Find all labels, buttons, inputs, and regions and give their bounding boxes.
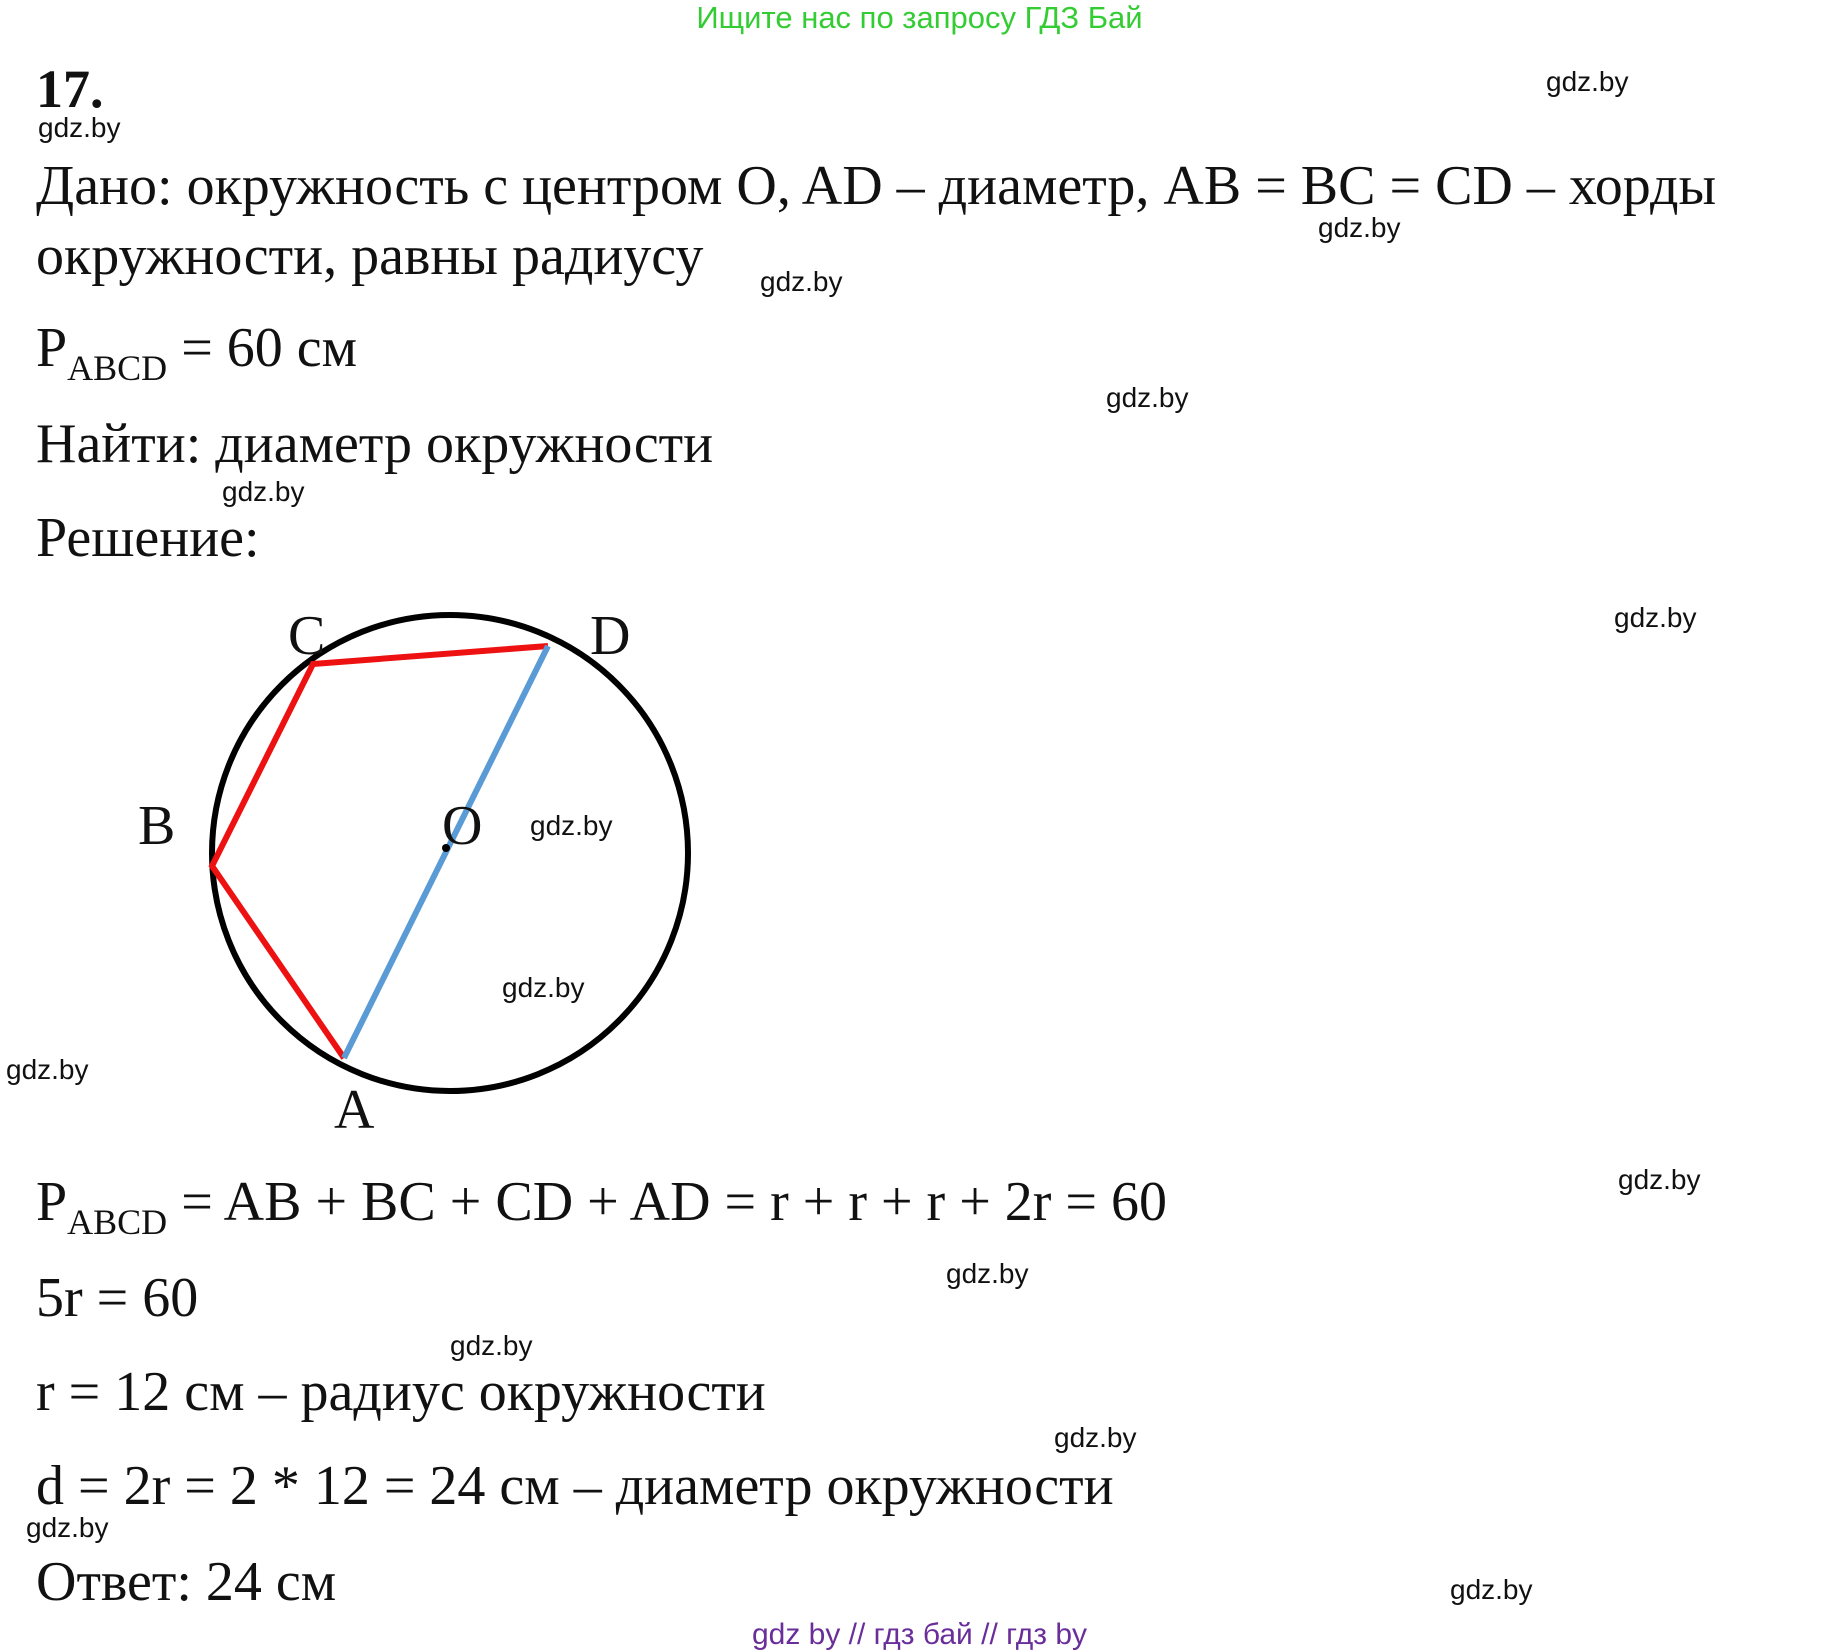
equation-5r: 5r = 60 bbox=[36, 1267, 199, 1329]
watermark: gdz.by bbox=[222, 476, 305, 507]
watermark: gdz.by bbox=[946, 1258, 1029, 1289]
eq-perimeter-symbol: P bbox=[36, 1171, 68, 1233]
problem-number: 17. bbox=[36, 59, 104, 119]
watermark: gdz.by bbox=[6, 1054, 89, 1085]
answer-line: Ответ: 24 см bbox=[36, 1551, 337, 1613]
watermark: gdz.by bbox=[1054, 1422, 1137, 1453]
watermark: gdz.by bbox=[1546, 66, 1629, 97]
find-line: Найти: диаметр окружности bbox=[36, 413, 714, 475]
label-a: A bbox=[334, 1079, 375, 1141]
watermark: gdz.by bbox=[502, 972, 585, 1003]
watermark: gdz.by bbox=[38, 112, 121, 143]
watermark: gdz.by bbox=[1614, 602, 1697, 633]
watermark: gdz.by bbox=[26, 1512, 109, 1543]
watermark: gdz.by bbox=[1450, 1574, 1533, 1605]
watermark: gdz.by bbox=[760, 266, 843, 297]
equation-diameter: d = 2r = 2 * 12 = 24 см – диаметр окружности bbox=[36, 1455, 1114, 1517]
given-line-2: окружности, равны радиусу bbox=[36, 225, 704, 287]
solution-label: Решение: bbox=[36, 507, 260, 569]
equation-perimeter bbox=[36, 1171, 1168, 1242]
label-o: O bbox=[442, 795, 483, 857]
watermark: gdz.by bbox=[1318, 212, 1401, 243]
perimeter-value: = 60 см bbox=[167, 317, 358, 379]
eq-perimeter-subscript: ABCD bbox=[67, 1202, 168, 1242]
watermark: gdz.by bbox=[1618, 1164, 1701, 1195]
watermark: gdz.by bbox=[450, 1330, 533, 1361]
eq-perimeter-expression: = AB + BC + CD + AD = r + r + r + 2r = 60 bbox=[167, 1171, 1168, 1233]
perimeter-symbol: P bbox=[36, 317, 68, 379]
label-c: C bbox=[288, 605, 326, 667]
footer-links: gdz by // гдз бай // гдз by bbox=[751, 1618, 1088, 1651]
perimeter-subscript: ABCD bbox=[67, 348, 168, 388]
watermark: gdz.by bbox=[530, 810, 613, 841]
given-line-1: Дано: окружность с центром O, AD – диаметр, AB = BC = CD – хорды bbox=[36, 155, 1717, 217]
label-b: B bbox=[138, 795, 176, 857]
watermark: gdz.by bbox=[1106, 382, 1189, 413]
equation-radius: r = 12 см – радиус окружности bbox=[36, 1361, 766, 1423]
search-banner: Ищите нас по запросу ГДЗ Бай bbox=[696, 0, 1143, 35]
label-d: D bbox=[590, 605, 631, 667]
